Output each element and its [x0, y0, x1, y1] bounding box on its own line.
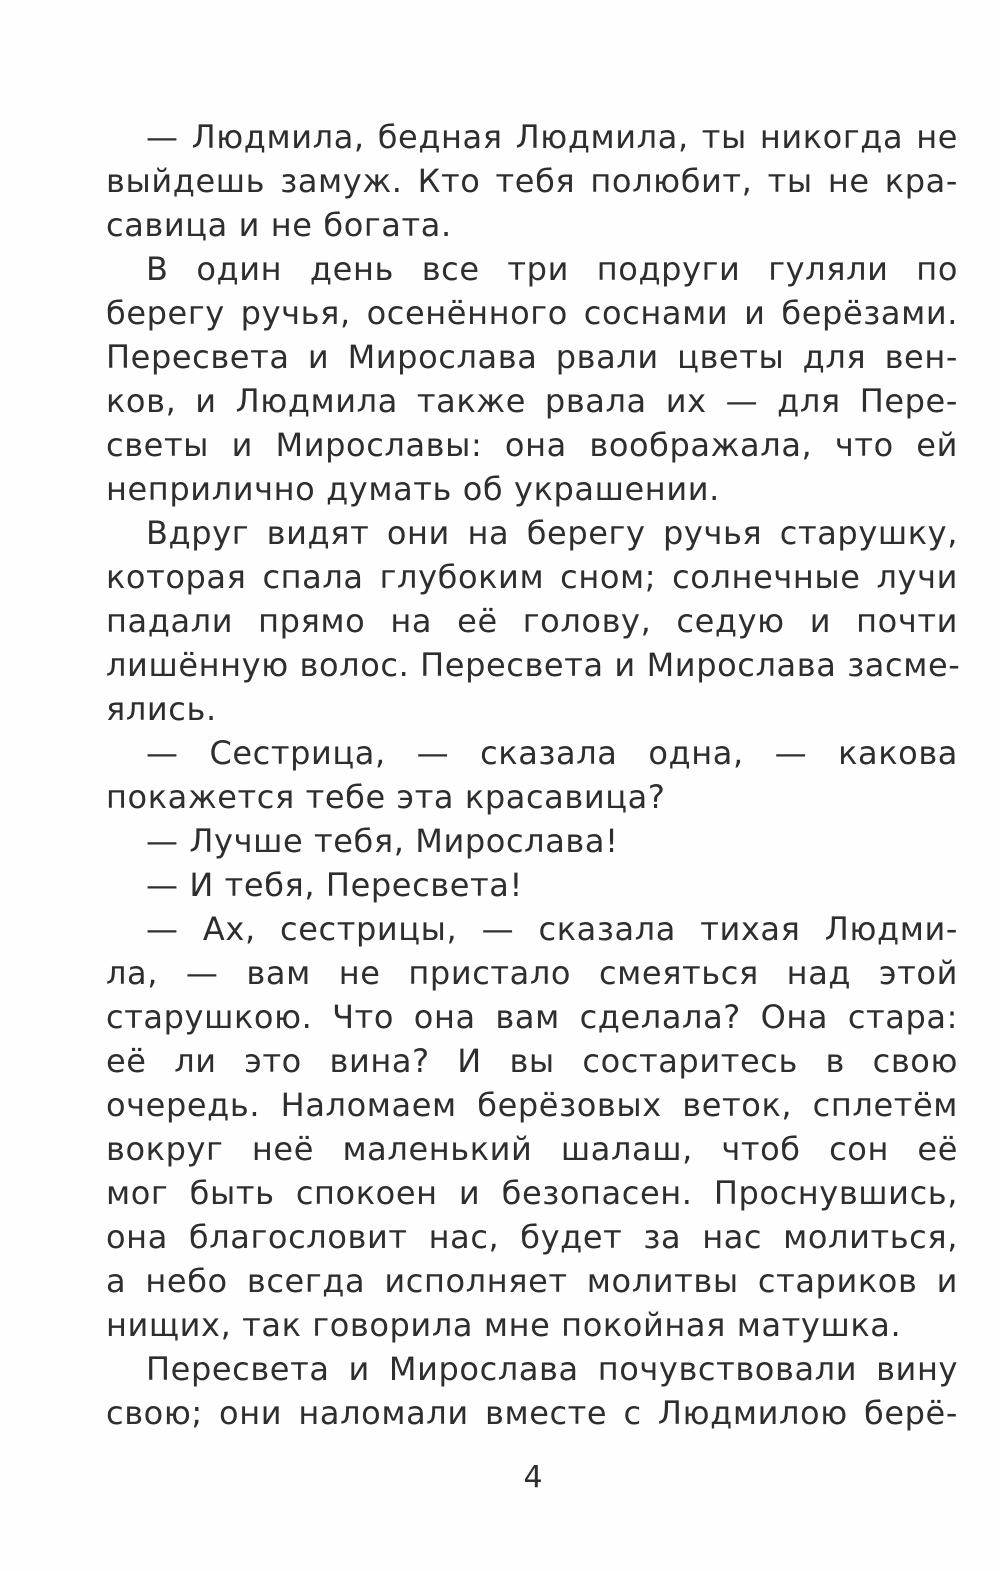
text-line: старушкою. Что она вам сделала? Она стара:	[106, 998, 958, 1036]
text-line: свою; они наломали вместе с Людмилою берё-	[106, 1394, 958, 1432]
text-line: которая спала глубоким сном; солнечные лучи	[106, 558, 958, 596]
text-line: берегу ручья, осенённого соснами и берёзами.	[106, 294, 958, 332]
text-line: её ли это вина? И вы состаритесь в свою	[106, 1042, 958, 1080]
text-line: неприлично думать об украшении.	[106, 470, 720, 508]
text-line: — Сестрица, — сказала одна, — какова	[146, 734, 958, 772]
text-line: В один день все три подруги гуляли по	[146, 250, 958, 288]
text-line: выйдешь замуж. Кто тебя полюбит, ты не кра-	[106, 162, 958, 200]
text-line: она благословит нас, будет за нас молиться,	[106, 1218, 958, 1256]
text-line: — Лучше тебя, Мирослава!	[146, 822, 619, 860]
text-line: ялись.	[106, 690, 217, 728]
text-line: — Ах, сестрицы, — сказала тихая Людми-	[146, 910, 958, 948]
text-line: покажется тебе эта красавица?	[106, 778, 666, 816]
text-line: а небо всегда исполняет молитвы стариков и	[106, 1262, 958, 1300]
text-line: мог быть спокоен и безопасен. Проснувшись,	[106, 1174, 958, 1212]
text-line: очередь. Наломаем берёзовых веток, сплетём	[106, 1086, 958, 1124]
text-line: падали прямо на её голову, седую и почти	[106, 602, 958, 640]
text-line: ков, и Людмила также рвала их — для Пере-	[106, 382, 958, 420]
text-line: Вдруг видят они на берегу ручья старушку,	[146, 514, 958, 552]
page-number: 4	[523, 1460, 543, 1495]
text-line: лишённую волос. Пересвета и Мирослава засме-	[106, 646, 961, 684]
text-line: Пересвета и Мирослава почувствовали вину	[146, 1350, 958, 1388]
text-line: савица и не богата.	[106, 206, 452, 244]
text-line: вокруг неё маленький шалаш, чтоб сон её	[106, 1130, 958, 1168]
text-line: нищих, так говорила мне покойная матушка.	[106, 1306, 902, 1344]
body-text	[106, 115, 961, 1435]
text-line: светы и Мирославы: она воображала, что ей	[106, 426, 958, 464]
text-line: — И тебя, Пересвета!	[146, 866, 523, 904]
text-line: Пересвета и Мирослава рвали цветы для вен-	[106, 338, 958, 376]
text-line: — Людмила, бедная Людмила, ты никогда не	[146, 118, 958, 156]
text-line: ла, — вам не пристало смеяться над этой	[106, 954, 958, 992]
